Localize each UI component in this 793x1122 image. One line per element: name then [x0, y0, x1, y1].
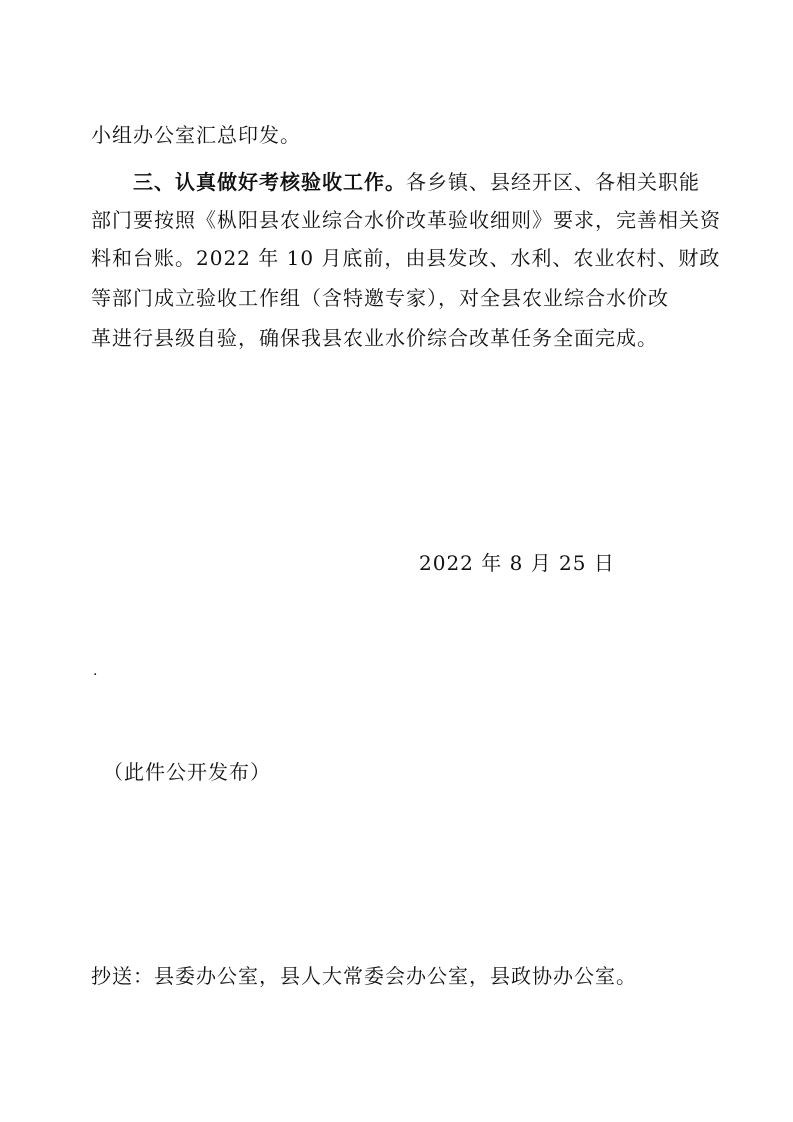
section3-line1-text: 各乡镇、县经开区、各相关职能	[406, 170, 700, 194]
section3-first-line	[133, 168, 700, 196]
stray-mark: .	[93, 663, 98, 679]
section3-line5: 革进行县级自验，确保我县农业水价综合改革任务全面完成。	[91, 326, 658, 350]
paragraph-intro-tail: 小组办公室汇总印发。	[91, 123, 301, 147]
document-date: 2022 年 8 月 25 日	[419, 551, 615, 575]
section3-line2: 部门要按照《枞阳县农业综合水价改革验收细则》要求，完善相关资	[91, 208, 721, 232]
section3-line4: 等部门成立验收工作组（含特邀专家），对全县农业综合水价改	[91, 286, 669, 310]
publication-note: （此件公开发布）	[103, 760, 271, 784]
section3-heading: 三、认真做好考核验收工作。	[133, 170, 406, 194]
section3-line3: 料和台账。2022 年 10 月底前，由县发改、水利、农业农村、财政	[91, 246, 721, 270]
cc-distribution-line: 抄送：县委办公室，县人大常委会办公室，县政协办公室。	[91, 964, 637, 988]
